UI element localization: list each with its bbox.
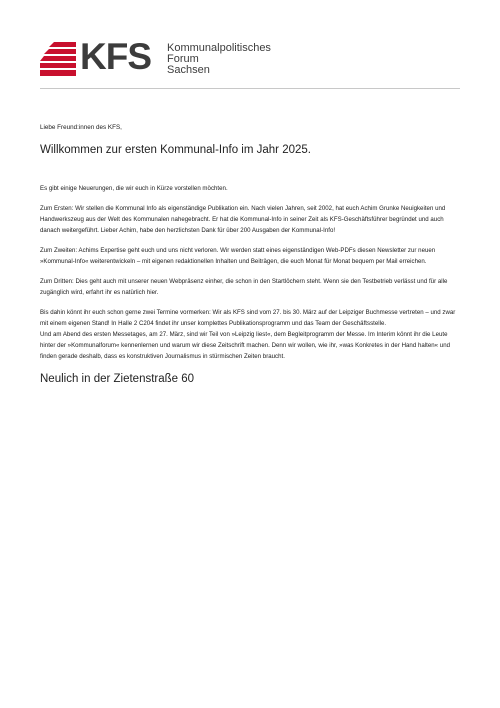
tagline-line: Kommunalpolitisches [167, 42, 271, 54]
logo-wordmark: KFS [80, 36, 151, 77]
paragraph-dates: Bis dahin könnt ihr euch schon gerne zwei Termine vormerken: Wir als KFS sind vom 27. bis 30. März auf der Leipziger Buchmesse vertreten – und zwar mit einem eigenen Stand! In Halle 2 C204 findet ihr unser komplettes Publikationsprogramm und das Team der Geschäftsstelle. [40, 309, 456, 327]
section-heading: Neulich in der Zietenstraße 60 [40, 373, 195, 385]
greeting: Liebe Freund:innen des KFS, [40, 124, 122, 131]
paragraph-first: Zum Ersten: Wir stellen die Kommunal Info als eigenständige Publikation ein. Nach vielen Jahren, seit 2002, hat euch Achim Grunke Neuigkeiten und Handwerkszeug aus der Welt des Kommunalen nahegebracht. Er hat die Kommunal-Info in seiner Zeit als KFS-Geschäftsführer begründet und auch danach weitergeführt. Lieber Achim, habe den herzlichsten Dank für über 200 Ausgaben der Kommunal-Info! [40, 205, 446, 234]
page-title: Willkommen zur ersten Kommunal-Info im Jahr 2025. [40, 144, 311, 156]
header-divider [40, 88, 460, 89]
paragraph-evening: Und am Abend des ersten Messetages, am 27. März, sind wir Teil von »Leipzig liest«, dem Begleitprogramm der Messe. Im Interim könnt ihr die Leute hinter der »Kommunalforum« kennenlernen und warum wir diese Zeitschrift machen. Denn wir wollen, wie ihr, »was Konkretes in der Hand halten« und finden gerade deshalb, dass es konstruktiven Journalismus in stürmischen Zeiten braucht. [40, 331, 451, 360]
header [40, 36, 460, 88]
kfs-logo-icon [40, 42, 76, 76]
tagline-line: Sachsen [167, 64, 210, 76]
paragraph-third: Zum Dritten: Dies geht auch mit unserer neuen Webpräsenz einher, die schon in den Startlöchern steht. Wenn sie den Testbetrieb verlässt und für alle zugänglich wird, erfahrt ihr es natürlich hier. [40, 278, 448, 296]
letter-body [40, 124, 460, 386]
paragraph-second: Zum Zweiten: Achims Expertise geht euch und uns nicht verloren. Wir werden statt eines eigenständigen Web-PDFs diesen Newsletter zur neuen »Kommunal-Info« weiterentwickeln – mit eigenen redaktionellen Inhalten und Beiträgen, die euch Monat für Monat bequem per Mail erreichen. [40, 247, 436, 265]
intro-paragraph: Es gibt einige Neuerungen, die wir euch in Kürze vorstellen möchten. [40, 185, 228, 192]
logo-tagline [167, 43, 271, 76]
tagline-line: Forum [167, 53, 199, 65]
